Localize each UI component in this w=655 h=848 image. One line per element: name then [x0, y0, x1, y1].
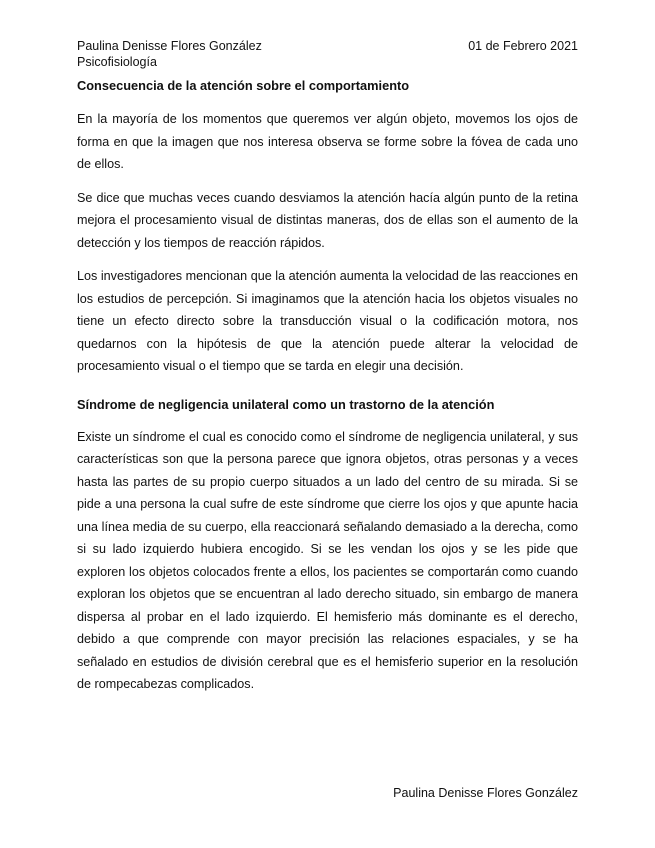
paragraph: Los investigadores mencionan que la atención aumenta la velocidad de las reacciones en los estudios de percepción. Si imaginamos que la atención hacia los objetos visuales no tiene un efecto directo sobre la transducción visual o la codificación motora, nos quedarnos con la hipótesis de que la atención puede alterar la velocidad de procesamiento visual o el tiempo que se tarda en elegir una decisión. [77, 269, 578, 373]
section-title-unilateral-neglect: Síndrome de negligencia unilateral como un trastorno de la atención [77, 396, 495, 412]
paragraph: Se dice que muchas veces cuando desviamos la atención hacía algún punto de la retina mejora el procesamiento visual de distintas maneras, dos de ellas son el aumento de la detección y los tiempos de reacción rápidos. [77, 190, 578, 250]
header-author: Paulina Denisse Flores González [77, 39, 262, 53]
header-date: 01 de Febrero 2021 [468, 39, 578, 53]
document-footer-author: Paulina Denisse Flores González [393, 786, 578, 800]
paragraph: En la mayoría de los momentos que queremos ver algún objeto, movemos los ojos de forma en que la imagen que nos interesa observa se forme sobre la fóvea de cada uno de ellos. [77, 112, 578, 171]
paragraph: Existe un síndrome el cual es conocido como el síndrome de negligencia unilateral, y sus características son que la persona parece que ignora objetos, otras personas y a veces hasta las partes de su propio cuerpo situados a un lado del centro de su mirada. Si se pide a una persona la cual sufre de este síndrome que cierre los ojos y que apunte hacia una línea media de su cuerpo, ella reaccionará señalando demasiado a la derecha, como si su lado izquierdo hubiera encogido. Si se les vendan los ojos y se les pide que exploren los objetos colocados frente a ellos, los pacientes se comportarán como cuando exploran los objetos que se encuentran al lado derecho situado, sin embargo de manera dispersa al probar en el lado izquierdo. El hemisferio más dominante es el derecho, debido a que comprende con mayor precisión las relaciones espaciales, y se ha señalado en estudios de división cerebral que es el hemisferio superior en la resolución de rompecabezas complicados. [77, 429, 578, 691]
document-header [77, 38, 578, 70]
document-body [77, 77, 578, 707]
header-row [77, 38, 578, 54]
header-subject: Psicofisiología [77, 55, 157, 69]
section-title-attention-behavior: Consecuencia de la atención sobre el comportamiento [77, 78, 410, 93]
